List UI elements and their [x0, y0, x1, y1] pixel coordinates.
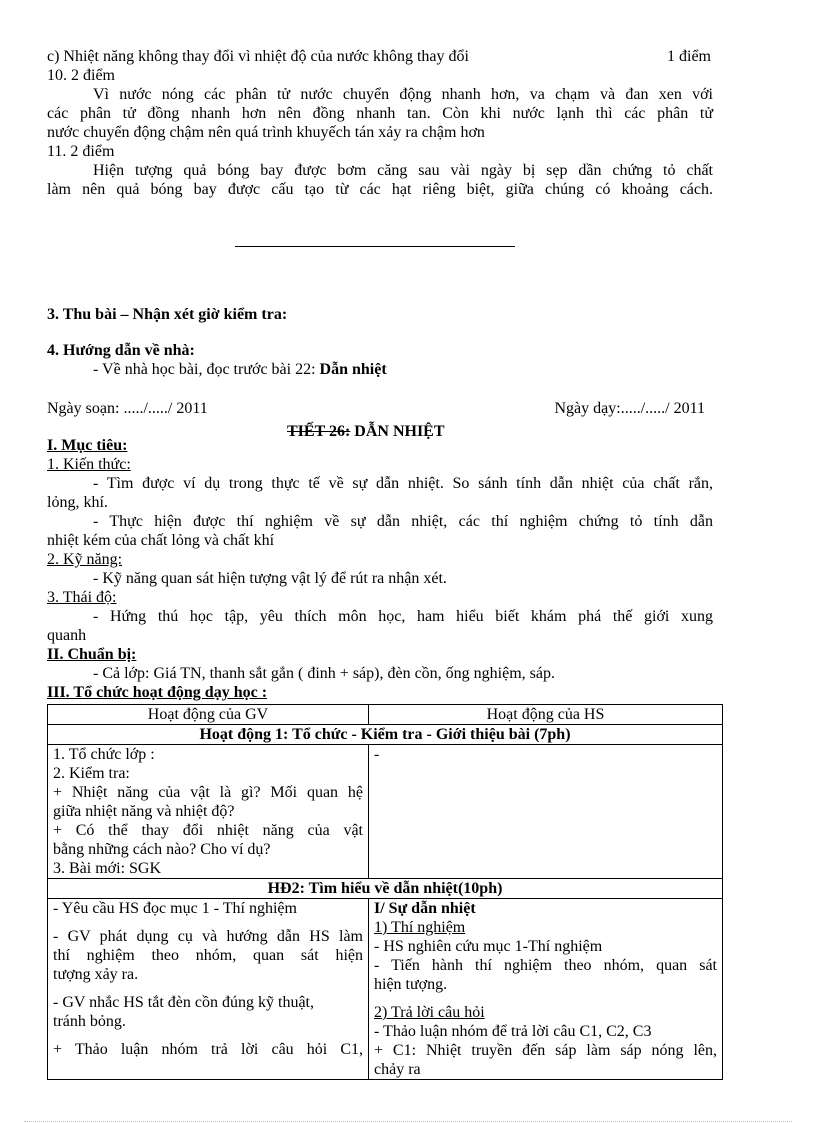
- a2-hs-l4: - Thảo luận nhóm để trả lời câu C1, C2, C3: [374, 1023, 652, 1040]
- date-taught: [555, 399, 706, 418]
- a2-gv-a: - Yêu cầu HS đọc mục 1 - Thí nghiệm: [53, 900, 297, 917]
- date-prepared-value: ...../...../ 2011: [119, 400, 208, 417]
- spacer: [374, 994, 717, 1003]
- activity-1-row: [48, 745, 723, 879]
- attitude-a: - Hứng thú học tập, yêu thích môn học, ham hiểu biết khám phá thế giới xung: [93, 608, 713, 625]
- prep-heading: II. Chuẩn bị:: [47, 646, 137, 663]
- a1-gv-2: 2. Kiểm tra:: [53, 765, 130, 782]
- q11-line-1: Hiện tượng quả bóng bay được bơm căng sau vài ngày bị sẹp dần chứng tỏ chất: [93, 162, 713, 179]
- activity-2-title: HĐ2: Tìm hiểu về dẫn nhiệt(10ph): [48, 879, 723, 899]
- a2-hs-l1: - HS nghiên cứu mục 1-Thí nghiệm: [374, 938, 603, 955]
- a2-gv-c1: - GV nhắc HS tắt đèn cồn đúng kỹ thuật,: [53, 994, 314, 1011]
- objectives-heading: I. Mục tiêu:: [47, 437, 128, 454]
- q10-line-2: các phân tử đồng nhanh hơn nên đồng nhanh tan. Còn khi nước lạnh thì các phân tử: [47, 105, 713, 122]
- activity-table: [47, 704, 723, 1080]
- knowledge-heading: 1. Kiến thức:: [47, 456, 131, 473]
- a2-gv-b1: - GV phát dụng cụ và hướng dẫn HS làm: [53, 928, 363, 945]
- dates-row: [47, 399, 705, 418]
- activity-1-student: -: [369, 745, 723, 879]
- attitude-b: quanh: [47, 627, 87, 644]
- activity-1-title-row: [48, 725, 723, 745]
- section-4-line: [93, 360, 387, 379]
- lesson-name: DẪN NHIỆT: [350, 423, 445, 440]
- table-header-row: [48, 705, 723, 725]
- a1-gv-3: + Nhiệt năng của vật là gì? Mối quan hệ: [53, 784, 363, 801]
- a1-gv-7: 3. Bài mới: SGK: [53, 860, 162, 877]
- knowledge-2b: nhiệt kém của chất lỏng và chất khí: [47, 532, 275, 549]
- a2-hs-sub2: 2) Trả lời câu hỏi: [374, 1004, 485, 1021]
- col-teacher: Hoạt động của GV: [48, 705, 369, 725]
- answer-c: [47, 47, 713, 66]
- knowledge-2a: - Thực hiện được thí nghiệm về sự dẫn nhiệt, các thí nghiệm chứng tỏ tính dẫn: [93, 513, 713, 530]
- answer-c-text: c) Nhiệt năng không thay đổi vì nhiệt độ của nước không thay đổi: [47, 48, 469, 65]
- a2-hs-sub1: 1) Thí nghiệm: [374, 919, 466, 936]
- section-3-heading: 3. Thu bài – Nhận xét giờ kiểm tra:: [47, 306, 288, 323]
- objectives-section: [47, 436, 713, 702]
- activity-1-teacher: [48, 745, 369, 879]
- lesson-number: TIẾT 26:: [287, 423, 351, 440]
- attitude-heading: 3. Thái độ:: [47, 589, 117, 606]
- document-page: [47, 0, 713, 701]
- a2-hs-l2: - Tiến hành thí nghiệm theo nhóm, quan sát: [374, 957, 717, 974]
- a2-hs-l5: + C1: Nhiệt truyền đến sáp làm sáp nóng lên,: [374, 1042, 717, 1059]
- spacer: [53, 984, 363, 993]
- separator-line: [235, 246, 515, 247]
- organization-heading: III. Tổ chức hoạt động dạy học :: [47, 684, 268, 701]
- activity-1-title: Hoạt động 1: Tổ chức - Kiểm tra - Giới thiệu bài (7ph): [48, 725, 723, 745]
- activity-2-teacher: [48, 899, 369, 1080]
- date-prepared-label: Ngày soạn:: [47, 400, 120, 417]
- spacer: [53, 918, 363, 927]
- knowledge-1b: lỏng, khí.: [47, 494, 108, 511]
- a1-gv-6: bằng những cách nào? Cho ví dụ?: [53, 841, 271, 858]
- skill-heading: 2. Kỹ năng:: [47, 551, 123, 568]
- page-bottom-border: [24, 1121, 792, 1122]
- a1-gv-1: 1. Tổ chức lớp :: [53, 746, 155, 763]
- prep-line: - Cả lớp: Giá TN, thanh sắt gắn ( đinh + sáp), đèn cồn, ống nghiệm, sáp.: [93, 665, 555, 682]
- a2-hs-head: I/ Sự dẫn nhiệt: [374, 900, 476, 917]
- activity-2-row: [48, 899, 723, 1080]
- section-4-text: - Về nhà học bài, đọc trước bài 22:: [93, 361, 320, 378]
- a2-gv-b3: tượng xảy ra.: [53, 966, 139, 983]
- a1-gv-5: + Có thể thay đổi nhiệt năng của vật: [53, 822, 363, 839]
- col-student: Hoạt động của HS: [369, 705, 723, 725]
- a2-gv-c2: tránh bỏng.: [53, 1013, 126, 1030]
- activity-2-student: [369, 899, 723, 1080]
- q11-line-2: làm nên quả bóng bay được cấu tạo từ các hạt riêng biệt, giữa chúng có khoảng cách.: [47, 181, 713, 198]
- spacer: [53, 1031, 363, 1040]
- skill-line: - Kỹ năng quan sát hiện tượng vật lý để rút ra nhận xét.: [93, 570, 447, 587]
- date-taught-value: ...../...../ 2011: [620, 400, 705, 417]
- date-prepared: [47, 399, 208, 418]
- q10-heading: 10. 2 điểm: [47, 67, 115, 84]
- knowledge-1a: - Tìm được ví dụ trong thực tế về sự dẫn nhiệt. So sánh tính dẫn nhiệt của chất rắn,: [93, 475, 713, 492]
- a2-gv-b2: thí nghiệm theo nhóm, quan sát hiện: [53, 947, 363, 964]
- answer-c-points: 1 điểm: [667, 48, 711, 65]
- q10-line-3: nước chuyển động chậm nên quá trình khuyếch tán xảy ra chậm hơn: [47, 124, 485, 141]
- q10-line-1: Vì nước nóng các phân tử nước chuyển động nhanh hơn, va chạm và đan xen với: [93, 86, 713, 103]
- activity-2-title-row: [48, 879, 723, 899]
- section-4-heading: 4. Hướng dẫn về nhà:: [47, 342, 195, 359]
- a1-gv-4: giữa nhiệt năng và nhiệt độ?: [53, 803, 235, 820]
- date-taught-label: Ngày dạy:: [554, 400, 621, 417]
- a2-hs-l6: chảy ra: [374, 1061, 421, 1078]
- q11-heading: 11. 2 điểm: [47, 143, 115, 160]
- a2-hs-l3: hiện tượng.: [374, 976, 448, 993]
- section-4-bold: Dẫn nhiệt: [319, 361, 387, 378]
- a2-gv-d: + Thảo luận nhóm trả lời câu hỏi C1,: [53, 1041, 363, 1058]
